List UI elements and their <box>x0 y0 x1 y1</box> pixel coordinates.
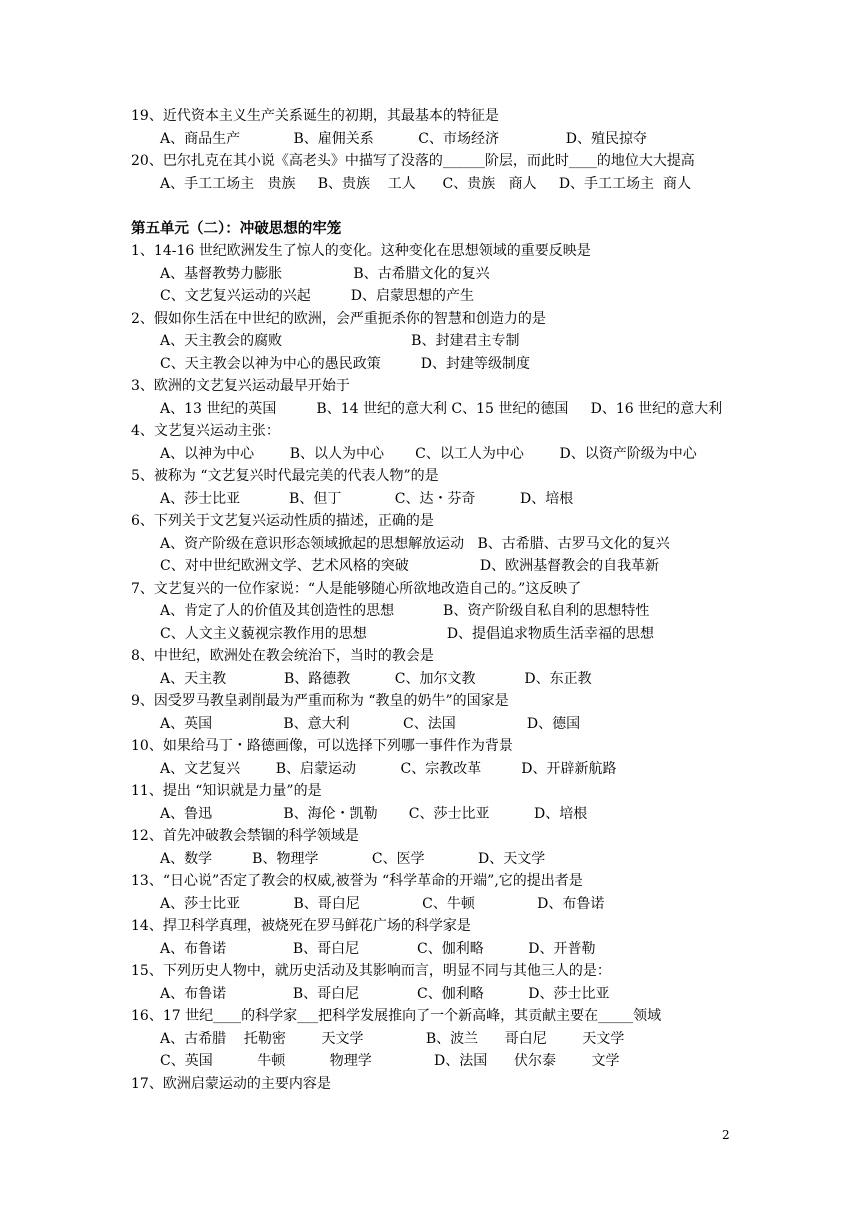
answer-options: C、人文主义藐视宗教作用的思想 D、提倡追求物质生活幸福的思想 <box>160 625 655 642</box>
question-text: 1、14-16 世纪欧洲发生了惊人的变化。这种变化在思想领域的重要反映是 <box>131 243 591 259</box>
answer-options: C、对中世纪欧洲文学、艺术风格的突破 D、欧洲基督教会的自我革新 <box>160 558 660 574</box>
answer-options: A、文艺复兴 B、启蒙运动 C、宗教改革 D、开辟新航路 <box>160 760 617 777</box>
answer-options: C、英国 牛顿 物理学 D、法国 伏尔泰 文学 <box>160 1053 620 1069</box>
question-text: 20、巴尔扎克在其小说《高老头》中描写了没落的______阶层，而此时____的地位大大提高 <box>131 153 695 169</box>
answer-options: A、古希腊 托勒密 天文学 B、波兰 哥白尼 天文学 <box>160 1030 625 1047</box>
answer-options: C、文艺复兴运动的兴起 D、启蒙思想的产生 <box>160 288 474 304</box>
question-text: 16、17 世纪____的科学家___把科学发展推向了一个新高峰，其贡献主要在_____领域 <box>131 1008 662 1024</box>
answer-options: A、手工工场主 贵族 B、贵族 工人 C、贵族 商人 D、手工工场主 商人 <box>160 175 691 192</box>
answer-options: A、数学 B、物理学 C、医学 D、天文学 <box>160 850 546 867</box>
answer-options: A、基督教势力膨胀 B、古希腊文化的复兴 <box>160 265 490 282</box>
answer-options: C、天主教会以神为中心的愚民政策 D、封建等级制度 <box>160 355 530 372</box>
answer-options: A、莎士比亚 B、哥白尼 C、牛顿 D、布鲁诺 <box>160 895 605 912</box>
question-text: 4、文艺复兴运动主张： <box>131 423 280 439</box>
question-text: 17、欧洲启蒙运动的主要内容是 <box>131 1075 331 1092</box>
answer-options: A、布鲁诺 B、哥白尼 C、伽利略 D、莎士比亚 <box>160 985 610 1002</box>
question-text: 9、因受罗马教皇剥削最为严重而称为 “教皇的奶牛”的国家是 <box>131 693 509 709</box>
question-text: 19、近代资本主义生产关系诞生的初期，其最基本的特征是 <box>131 108 499 124</box>
question-text: 5、被称为 “文艺复兴时代最完美的代表人物”的是 <box>131 468 439 484</box>
question-text: 13、“日心说”否定了教会的权威,被誉为 “科学革命的开端”,它的提出者是 <box>131 873 583 889</box>
question-text: 12、首先冲破教会禁锢的科学领域是 <box>131 828 359 844</box>
question-text: 8、中世纪，欧洲处在教会统治下，当时的教会是 <box>131 648 434 664</box>
question-text: 11、提出 “知识就是力量”的是 <box>131 783 322 799</box>
question-text: 14、捍卫科学真理，被烧死在罗马鲜花广场的科学家是 <box>131 918 471 934</box>
answer-options: A、13 世纪的英国 B、14 世纪的意大利 C、15 世纪的德国 D、16 世纪的意大利 <box>160 400 723 417</box>
answer-options: A、资产阶级在意识形态领域掀起的思想解放运动 B、古希腊、古罗马文化的复兴 <box>160 535 670 552</box>
section-heading: 第五单元（二）：冲破思想的牢笼 <box>131 220 342 237</box>
answer-options: A、莎士比亚 B、但丁 C、达・芬奇 D、培根 <box>160 490 574 507</box>
answer-options: A、天主教 B、路德教 C、加尔文教 D、东正教 <box>160 670 592 687</box>
answer-options: A、以神为中心 B、以人为中心 C、以工人为中心 D、以资产阶级为中心 <box>160 445 697 462</box>
answer-options: A、商品生产 B、雇佣关系 C、市场经济 D、殖民掠夺 <box>160 130 647 147</box>
question-text: 3、欧洲的文艺复兴运动最早开始于 <box>131 378 350 394</box>
question-text: 2、假如你生活在中世纪的欧洲，会严重扼杀你的智慧和创造力的是 <box>131 310 546 327</box>
question-text: 7、文艺复兴的一位作家说：“人是能够随心所欲地改造自己的。”这反映了 <box>131 580 582 597</box>
question-text: 6、下列关于文艺复兴运动性质的描述，正确的是 <box>131 513 434 529</box>
answer-options: A、英国 B、意大利 C、法国 D、德国 <box>160 715 581 732</box>
question-text: 10、如果给马丁・路德画像，可以选择下列哪一事件作为背景 <box>131 738 513 754</box>
page-number: 2 <box>722 1128 730 1142</box>
answer-options: A、天主教会的腐败 B、封建君主专制 <box>160 333 520 349</box>
answer-options: A、肯定了人的价值及其创造性的思想 B、资产阶级自私自利的思想特性 <box>160 603 650 619</box>
answer-options: A、鲁迅 B、海伦・凯勒 C、莎士比亚 D、培根 <box>160 805 588 822</box>
question-text: 15、下列历史人物中，就历史活动及其影响而言，明显不同与其他三人的是： <box>131 963 611 979</box>
answer-options: A、布鲁诺 B、哥白尼 C、伽利略 D、开普勒 <box>160 940 596 957</box>
